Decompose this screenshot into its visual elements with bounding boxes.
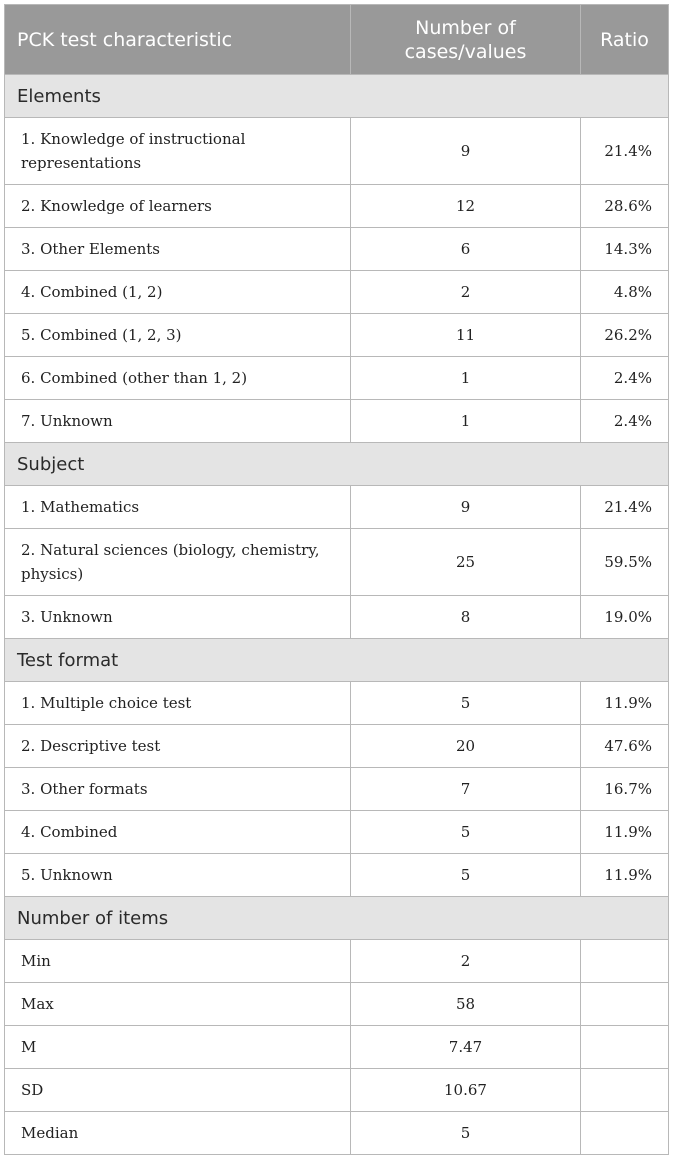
header-characteristic: PCK test characteristic [5,5,351,75]
row-count: 11 [351,314,581,357]
row-count: 1 [351,357,581,400]
row-ratio [581,940,669,983]
section-elements [5,75,669,118]
section-title: Elements [5,75,669,118]
row-ratio [581,983,669,1026]
pck-characteristics-table [4,4,669,1155]
row-ratio: 19.0% [581,596,669,639]
section-test-format [5,639,669,682]
row-label: SD [5,1069,351,1112]
section-title: Test format [5,639,669,682]
row-label: 6. Combined (other than 1, 2) [5,357,351,400]
row-ratio [581,1069,669,1112]
table-row [5,529,669,596]
row-ratio: 21.4% [581,486,669,529]
row-label: 5. Unknown [5,854,351,897]
row-count: 7 [351,768,581,811]
row-label: M [5,1026,351,1069]
row-ratio: 11.9% [581,854,669,897]
section-title: Subject [5,443,669,486]
table-row [5,357,669,400]
row-count: 2 [351,940,581,983]
row-label: Median [5,1112,351,1155]
table-row [5,1112,669,1155]
row-count: 7.47 [351,1026,581,1069]
row-count: 12 [351,185,581,228]
row-ratio: 11.9% [581,811,669,854]
row-ratio [581,1026,669,1069]
table-row [5,486,669,529]
table-row [5,768,669,811]
table-row [5,1026,669,1069]
table-row [5,118,669,185]
row-ratio: 47.6% [581,725,669,768]
section-number-of-items [5,897,669,940]
row-count: 9 [351,486,581,529]
row-label: 3. Unknown [5,596,351,639]
row-label: 2. Natural sciences (biology, chemistry, physics) [5,529,351,596]
row-ratio [581,1112,669,1155]
row-count: 58 [351,983,581,1026]
row-count: 8 [351,596,581,639]
table-row [5,271,669,314]
row-ratio: 4.8% [581,271,669,314]
table-row [5,811,669,854]
row-count: 2 [351,271,581,314]
row-label: 4. Combined (1, 2) [5,271,351,314]
table-row [5,314,669,357]
row-ratio: 59.5% [581,529,669,596]
section-title: Number of items [5,897,669,940]
row-count: 5 [351,811,581,854]
row-count: 5 [351,854,581,897]
row-ratio: 11.9% [581,682,669,725]
row-ratio: 14.3% [581,228,669,271]
row-count: 1 [351,400,581,443]
table-row [5,400,669,443]
table-row [5,940,669,983]
pck-table-container [4,4,668,1155]
row-label: 2. Knowledge of learners [5,185,351,228]
row-ratio: 2.4% [581,357,669,400]
row-label: 5. Combined (1, 2, 3) [5,314,351,357]
header-count: Number of cases/values [351,5,581,75]
row-count: 9 [351,118,581,185]
table-row [5,596,669,639]
table-row [5,185,669,228]
header-ratio: Ratio [581,5,669,75]
row-ratio: 28.6% [581,185,669,228]
table-row [5,983,669,1026]
row-count: 25 [351,529,581,596]
table-row [5,682,669,725]
row-label: 2. Descriptive test [5,725,351,768]
table-row [5,854,669,897]
row-ratio: 21.4% [581,118,669,185]
row-count: 5 [351,682,581,725]
row-label: Max [5,983,351,1026]
row-ratio: 2.4% [581,400,669,443]
row-label: 3. Other formats [5,768,351,811]
row-count: 10.67 [351,1069,581,1112]
row-count: 20 [351,725,581,768]
table-row [5,1069,669,1112]
row-count: 5 [351,1112,581,1155]
row-label: Min [5,940,351,983]
row-ratio: 26.2% [581,314,669,357]
row-label: 1. Mathematics [5,486,351,529]
table-header-row [5,5,669,75]
section-subject [5,443,669,486]
table-row [5,725,669,768]
row-ratio: 16.7% [581,768,669,811]
table-row [5,228,669,271]
row-label: 4. Combined [5,811,351,854]
row-label: 3. Other Elements [5,228,351,271]
row-label: 1. Knowledge of instructional representations [5,118,351,185]
row-count: 6 [351,228,581,271]
row-label: 7. Unknown [5,400,351,443]
row-label: 1. Multiple choice test [5,682,351,725]
